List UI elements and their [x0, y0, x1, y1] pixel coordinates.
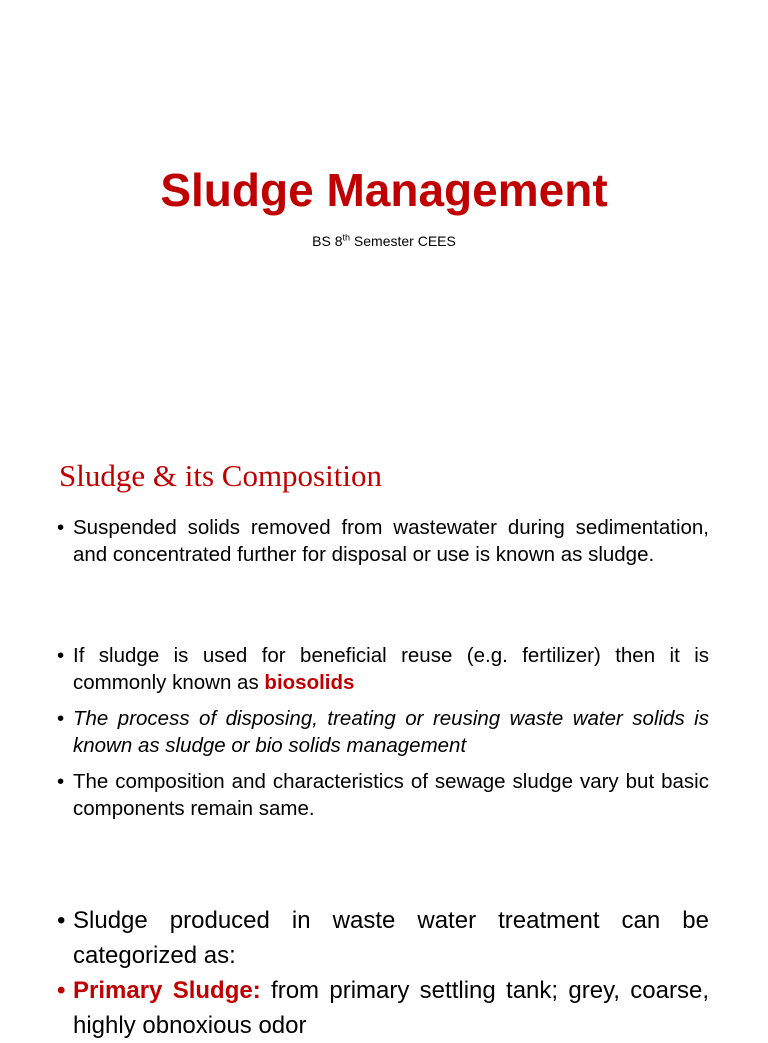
bullet-marker: •	[57, 707, 65, 730]
bullet-item	[57, 642, 709, 696]
bullet-marker: •	[57, 516, 65, 539]
bullet-marker: •	[57, 907, 66, 934]
subtitle-suffix: Semester CEES	[350, 233, 456, 249]
bullet-text: Sludge produced in waste water treatment can be categorized as:	[73, 907, 709, 969]
bullet-text-plain: If sludge is used for beneficial reuse (e.g. fertilizer) then it is commonly known as	[73, 644, 709, 694]
bullet-text	[73, 642, 709, 696]
bullet-text: The composition and characteristics of sewage sludge vary but basic components remain same.	[73, 770, 709, 820]
bullet-item	[57, 705, 709, 759]
bullet-text-plain: from primary settling tank; grey, coarse, highly obnoxious odor	[73, 977, 709, 1039]
slide-title: Sludge Management	[160, 164, 608, 216]
subtitle-superscript: th	[342, 232, 351, 243]
bullet-marker: •	[57, 977, 66, 1004]
bullet-item	[57, 768, 709, 822]
slide-subtitle	[0, 232, 768, 250]
bullet-marker: •	[57, 770, 65, 793]
section-heading: Sludge & its Composition	[59, 458, 382, 493]
bullet-marker: •	[57, 644, 65, 667]
bullet-text: Suspended solids removed from wastewater during sedimentation, and concentrated further for disposal or use is known as sludge.	[73, 516, 709, 566]
bullet-item	[57, 514, 709, 568]
primary-sludge-label: Primary Sludge:	[73, 977, 261, 1004]
bullet-item	[57, 973, 709, 1043]
bullet-item	[57, 903, 709, 973]
subtitle-prefix: BS 8	[312, 233, 343, 249]
bullet-text: The process of disposing, treating or reusing waste water solids is known as sludge or bio solids management	[73, 707, 709, 757]
biosolids-highlight: biosolids	[264, 671, 355, 694]
bullet-text	[73, 973, 709, 1043]
